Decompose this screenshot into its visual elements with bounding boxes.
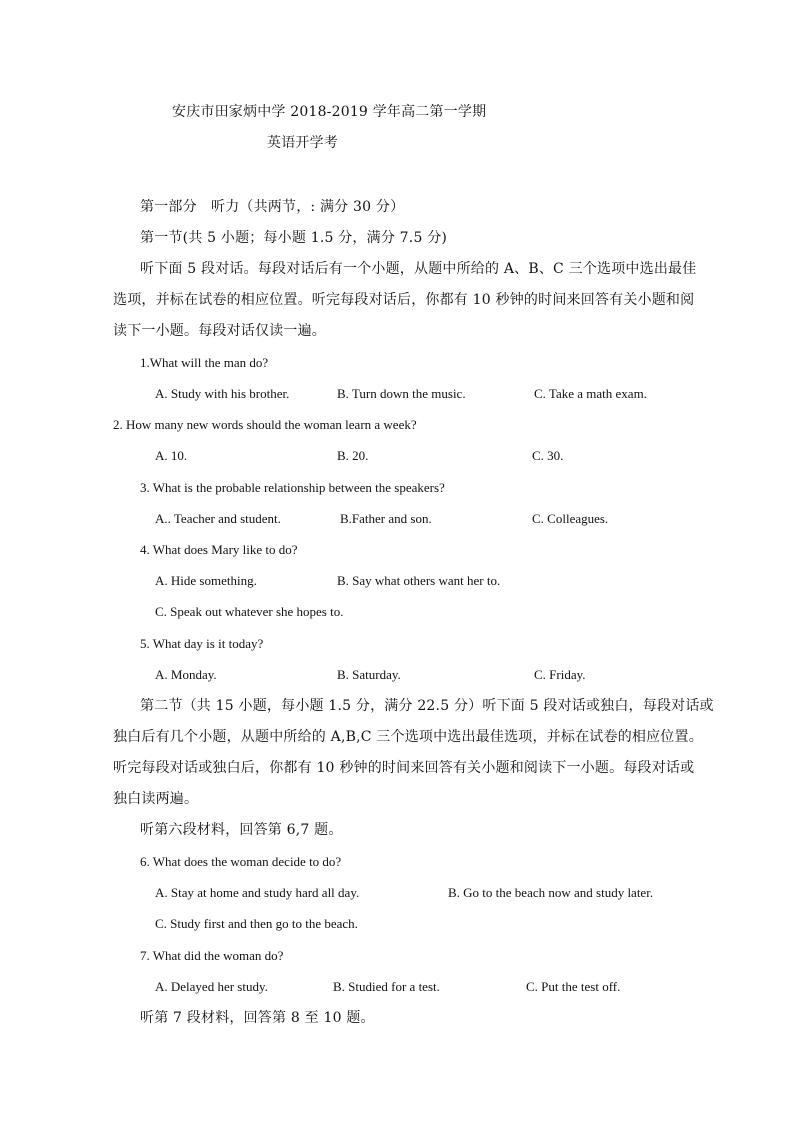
- option-c: C. Colleagues.: [532, 511, 609, 526]
- question-stem: 2. How many new words should the woman learn a week?: [113, 417, 417, 432]
- material-heading: 听第 7 段材料，回答第 8 至 10 题。: [140, 1010, 375, 1026]
- section2-instruction-line: 独白读两遍。: [113, 791, 199, 807]
- option-a: A.. Teacher and student.: [155, 511, 281, 526]
- section1-title: 第一节(共 5 小题；每小题 1.5 分，满分 7.5 分): [140, 230, 448, 246]
- option-a: A. Monday.: [155, 667, 217, 682]
- section1-instruction-line: 读下一小题。每段对话仅读一遍。: [113, 323, 326, 339]
- exam-title: 英语开学考: [267, 135, 338, 151]
- option-b: B. Saturday.: [337, 667, 401, 682]
- option-a: A. Delayed her study.: [155, 979, 268, 994]
- question-stem: 4. What does Mary like to do?: [140, 542, 298, 557]
- option-a: A. Hide something.: [155, 573, 257, 588]
- question-stem: 6. What does the woman decide to do?: [140, 854, 342, 869]
- option-c: C. Put the test off.: [526, 979, 621, 994]
- section2-instruction-line: 听完每段对话或独白后，你都有 10 秒钟的时间来回答有关小题和阅读下一小题。每段对话或: [113, 760, 695, 776]
- option-b: B. Say what others want her to.: [337, 573, 501, 588]
- question-stem: 5. What day is it today?: [140, 636, 264, 651]
- option-b: B. 20.: [337, 448, 369, 463]
- option-c: C. Speak out whatever she hopes to.: [155, 604, 344, 619]
- section2-instruction-line: 第二节（共 15 小题，每小题 1.5 分，满分 22.5 分）听下面 5 段对话或独白，每段对话或: [140, 698, 714, 714]
- option-b: B. Studied for a test.: [333, 979, 440, 994]
- section1-instruction-line: 听下面 5 段对话。每段对话后有一个小题，从题中所给的 A、B、C 三个选项中选出最佳: [140, 261, 697, 277]
- question-stem: 7. What did the woman do?: [140, 948, 284, 963]
- option-b: B. Go to the beach now and study later.: [448, 885, 654, 900]
- option-b: B.Father and son.: [340, 511, 432, 526]
- question-stem: 3. What is the probable relationship between the speakers?: [140, 480, 445, 495]
- section2-instruction-line: 独白后有几个小题，从题中所给的 A,B,C 三个选项中选出最佳选项，并标在试卷的相应位置。: [113, 729, 703, 745]
- material-heading: 听第六段材料，回答第 6,7 题。: [140, 822, 343, 838]
- part1-title: 第一部分 听力（共两节，: 满分 30 分）: [140, 199, 405, 215]
- option-a: A. Study with his brother.: [155, 386, 290, 401]
- section1-instruction-line: 选项，并标在试卷的相应位置。听完每段对话后，你都有 10 秒钟的时间来回答有关小题和阅: [113, 292, 695, 308]
- question-stem: 1.What will the man do?: [140, 355, 269, 370]
- school-term-line: 安庆市田家炳中学 2018-2019 学年高二第一学期: [172, 104, 487, 120]
- option-c: C. 30.: [532, 448, 564, 463]
- option-c: C. Friday.: [534, 667, 586, 682]
- option-a: A. Stay at home and study hard all day.: [155, 885, 360, 900]
- option-c: C. Study first and then go to the beach.: [155, 916, 358, 931]
- option-a: A. 10.: [155, 448, 188, 463]
- option-b: B. Turn down the music.: [337, 386, 466, 401]
- option-c: C. Take a math exam.: [534, 386, 647, 401]
